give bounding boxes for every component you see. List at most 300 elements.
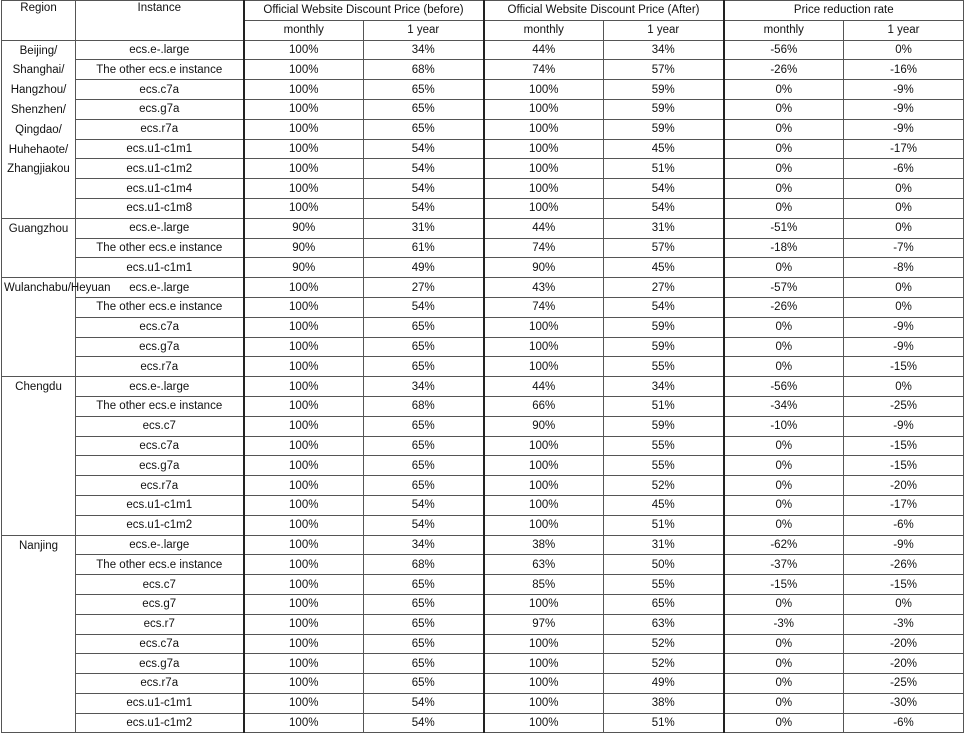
after-year-cell: 27% — [604, 278, 724, 298]
after-year-cell: 57% — [604, 60, 724, 80]
table-row — [2, 297, 964, 317]
instance-cell: ecs.u1-c1m8 — [76, 198, 244, 218]
table-row — [2, 99, 964, 119]
before-year-cell: 65% — [364, 575, 484, 595]
after-monthly-cell: 44% — [484, 218, 604, 238]
rate-year-cell: -9% — [844, 80, 964, 100]
after-year-cell: 51% — [604, 159, 724, 179]
before-year-cell: 54% — [364, 693, 484, 713]
instance-cell: ecs.c7 — [76, 416, 244, 436]
before-year-cell: 54% — [364, 515, 484, 535]
instance-cell: ecs.u1-c1m2 — [76, 713, 244, 733]
after-monthly-cell: 90% — [484, 258, 604, 278]
before-monthly-cell: 100% — [244, 594, 364, 614]
rate-monthly-cell: 0% — [724, 594, 844, 614]
rate-year-cell: -16% — [844, 60, 964, 80]
after-year-cell: 45% — [604, 495, 724, 515]
rate-year-cell: 0% — [844, 278, 964, 298]
after-monthly-cell: 85% — [484, 575, 604, 595]
rate-monthly-cell: -56% — [724, 377, 844, 397]
header-rate-year: 1 year — [844, 20, 964, 40]
rate-monthly-cell: 0% — [724, 99, 844, 119]
table-row — [2, 258, 964, 278]
instance-cell: ecs.u1-c1m2 — [76, 515, 244, 535]
before-year-cell: 65% — [364, 357, 484, 377]
after-year-cell: 51% — [604, 713, 724, 733]
instance-cell: The other ecs.e instance — [76, 238, 244, 258]
rate-monthly-cell: 0% — [724, 436, 844, 456]
rate-year-cell: -8% — [844, 258, 964, 278]
after-monthly-cell: 38% — [484, 535, 604, 555]
before-monthly-cell: 90% — [244, 258, 364, 278]
before-year-cell: 68% — [364, 555, 484, 575]
before-monthly-cell: 100% — [244, 614, 364, 634]
after-year-cell: 52% — [604, 634, 724, 654]
before-year-cell: 54% — [364, 713, 484, 733]
instance-cell: ecs.r7a — [76, 674, 244, 694]
header-region: Region — [2, 1, 76, 41]
before-monthly-cell: 100% — [244, 119, 364, 139]
before-year-cell: 65% — [364, 476, 484, 496]
rate-monthly-cell: 0% — [724, 258, 844, 278]
instance-cell: The other ecs.e instance — [76, 555, 244, 575]
table-row — [2, 476, 964, 496]
before-monthly-cell: 100% — [244, 159, 364, 179]
rate-monthly-cell: -34% — [724, 396, 844, 416]
after-monthly-cell: 63% — [484, 555, 604, 575]
after-year-cell: 51% — [604, 515, 724, 535]
rate-year-cell: -25% — [844, 674, 964, 694]
after-monthly-cell: 100% — [484, 674, 604, 694]
rate-year-cell: 0% — [844, 218, 964, 238]
after-monthly-cell: 100% — [484, 495, 604, 515]
after-monthly-cell: 74% — [484, 60, 604, 80]
before-year-cell: 65% — [364, 634, 484, 654]
table-row — [2, 40, 964, 60]
instance-cell: ecs.e-.large — [76, 535, 244, 555]
after-year-cell: 54% — [604, 179, 724, 199]
after-year-cell: 59% — [604, 119, 724, 139]
table-row — [2, 80, 964, 100]
after-year-cell: 63% — [604, 614, 724, 634]
table-row — [2, 377, 964, 397]
after-year-cell: 34% — [604, 40, 724, 60]
rate-year-cell: -7% — [844, 238, 964, 258]
table-row — [2, 535, 964, 555]
after-year-cell: 38% — [604, 693, 724, 713]
rate-year-cell: -9% — [844, 416, 964, 436]
rate-year-cell: -17% — [844, 495, 964, 515]
after-year-cell: 51% — [604, 396, 724, 416]
before-year-cell: 27% — [364, 278, 484, 298]
after-year-cell: 50% — [604, 555, 724, 575]
after-monthly-cell: 74% — [484, 238, 604, 258]
rate-monthly-cell: 0% — [724, 693, 844, 713]
before-year-cell: 65% — [364, 614, 484, 634]
price-table — [1, 0, 964, 733]
before-monthly-cell: 100% — [244, 416, 364, 436]
after-monthly-cell: 100% — [484, 198, 604, 218]
rate-year-cell: -9% — [844, 119, 964, 139]
rate-monthly-cell: 0% — [724, 179, 844, 199]
after-year-cell: 55% — [604, 436, 724, 456]
table-row — [2, 614, 964, 634]
after-monthly-cell: 90% — [484, 416, 604, 436]
table-row — [2, 416, 964, 436]
before-monthly-cell: 100% — [244, 713, 364, 733]
rate-monthly-cell: -15% — [724, 575, 844, 595]
instance-cell: ecs.r7a — [76, 476, 244, 496]
instance-cell: The other ecs.e instance — [76, 297, 244, 317]
before-monthly-cell: 100% — [244, 99, 364, 119]
before-year-cell: 54% — [364, 159, 484, 179]
rate-year-cell: -17% — [844, 139, 964, 159]
before-monthly-cell: 100% — [244, 396, 364, 416]
before-year-cell: 54% — [364, 297, 484, 317]
rate-monthly-cell: -26% — [724, 60, 844, 80]
before-year-cell: 34% — [364, 40, 484, 60]
table-row — [2, 218, 964, 238]
rate-monthly-cell: 0% — [724, 119, 844, 139]
instance-cell: ecs.u1-c1m4 — [76, 179, 244, 199]
before-monthly-cell: 100% — [244, 575, 364, 595]
before-monthly-cell: 100% — [244, 179, 364, 199]
rate-monthly-cell: 0% — [724, 495, 844, 515]
instance-cell: ecs.u1-c1m1 — [76, 258, 244, 278]
after-monthly-cell: 100% — [484, 515, 604, 535]
rate-monthly-cell: 0% — [724, 198, 844, 218]
rate-monthly-cell: 0% — [724, 159, 844, 179]
rate-monthly-cell: -57% — [724, 278, 844, 298]
table-row — [2, 60, 964, 80]
table-body — [2, 40, 964, 733]
before-year-cell: 54% — [364, 139, 484, 159]
before-monthly-cell: 100% — [244, 60, 364, 80]
rate-year-cell: 0% — [844, 297, 964, 317]
region-cell: Nanjing — [2, 535, 76, 733]
after-year-cell: 49% — [604, 674, 724, 694]
region-cell: Chengdu — [2, 377, 76, 535]
rate-year-cell: -20% — [844, 476, 964, 496]
after-monthly-cell: 100% — [484, 80, 604, 100]
rate-year-cell: -9% — [844, 535, 964, 555]
table-row — [2, 555, 964, 575]
table-row — [2, 456, 964, 476]
table-row — [2, 575, 964, 595]
header-row-1 — [2, 1, 964, 21]
table-row — [2, 713, 964, 733]
after-monthly-cell: 100% — [484, 713, 604, 733]
before-monthly-cell: 100% — [244, 456, 364, 476]
instance-cell: ecs.u1-c1m1 — [76, 693, 244, 713]
before-year-cell: 34% — [364, 535, 484, 555]
table-row — [2, 634, 964, 654]
instance-cell: The other ecs.e instance — [76, 60, 244, 80]
after-year-cell: 55% — [604, 575, 724, 595]
instance-cell: ecs.r7a — [76, 119, 244, 139]
before-monthly-cell: 100% — [244, 357, 364, 377]
rate-monthly-cell: 0% — [724, 357, 844, 377]
rate-monthly-cell: 0% — [724, 337, 844, 357]
before-monthly-cell: 100% — [244, 297, 364, 317]
before-monthly-cell: 100% — [244, 654, 364, 674]
before-year-cell: 34% — [364, 377, 484, 397]
before-year-cell: 65% — [364, 456, 484, 476]
after-monthly-cell: 100% — [484, 317, 604, 337]
table-row — [2, 594, 964, 614]
rate-monthly-cell: 0% — [724, 80, 844, 100]
before-monthly-cell: 100% — [244, 436, 364, 456]
before-monthly-cell: 100% — [244, 555, 364, 575]
before-monthly-cell: 100% — [244, 495, 364, 515]
after-year-cell: 59% — [604, 416, 724, 436]
after-year-cell: 52% — [604, 654, 724, 674]
after-year-cell: 31% — [604, 535, 724, 555]
instance-cell: ecs.c7a — [76, 634, 244, 654]
before-year-cell: 54% — [364, 495, 484, 515]
instance-cell: ecs.e-.large — [76, 278, 244, 298]
region-cell: Guangzhou — [2, 218, 76, 277]
rate-monthly-cell: -37% — [724, 555, 844, 575]
after-monthly-cell: 100% — [484, 357, 604, 377]
rate-year-cell: -6% — [844, 713, 964, 733]
after-monthly-cell: 100% — [484, 634, 604, 654]
after-year-cell: 31% — [604, 218, 724, 238]
rate-monthly-cell: 0% — [724, 456, 844, 476]
rate-year-cell: -26% — [844, 555, 964, 575]
after-monthly-cell: 100% — [484, 119, 604, 139]
before-year-cell: 65% — [364, 317, 484, 337]
rate-monthly-cell: 0% — [724, 674, 844, 694]
table-row — [2, 436, 964, 456]
after-monthly-cell: 43% — [484, 278, 604, 298]
table-row — [2, 515, 964, 535]
rate-year-cell: -30% — [844, 693, 964, 713]
rate-monthly-cell: 0% — [724, 713, 844, 733]
after-monthly-cell: 100% — [484, 476, 604, 496]
rate-year-cell: -15% — [844, 456, 964, 476]
before-year-cell: 65% — [364, 594, 484, 614]
before-year-cell: 49% — [364, 258, 484, 278]
rate-monthly-cell: 0% — [724, 317, 844, 337]
table-header — [2, 1, 964, 41]
table-row — [2, 674, 964, 694]
table-row — [2, 139, 964, 159]
rate-year-cell: -9% — [844, 317, 964, 337]
after-monthly-cell: 100% — [484, 654, 604, 674]
before-year-cell: 54% — [364, 179, 484, 199]
rate-year-cell: -15% — [844, 575, 964, 595]
instance-cell: The other ecs.e instance — [76, 396, 244, 416]
before-monthly-cell: 100% — [244, 634, 364, 654]
rate-year-cell: -25% — [844, 396, 964, 416]
rate-monthly-cell: -3% — [724, 614, 844, 634]
after-monthly-cell: 100% — [484, 436, 604, 456]
rate-monthly-cell: 0% — [724, 515, 844, 535]
after-year-cell: 65% — [604, 594, 724, 614]
table-row — [2, 159, 964, 179]
table-row — [2, 357, 964, 377]
instance-cell: ecs.u1-c1m1 — [76, 139, 244, 159]
before-monthly-cell: 100% — [244, 674, 364, 694]
header-after: Official Website Discount Price (After) — [484, 1, 724, 21]
after-year-cell: 52% — [604, 476, 724, 496]
after-monthly-cell: 44% — [484, 377, 604, 397]
header-after-monthly: monthly — [484, 20, 604, 40]
after-year-cell: 54% — [604, 297, 724, 317]
after-monthly-cell: 66% — [484, 396, 604, 416]
before-monthly-cell: 100% — [244, 476, 364, 496]
rate-year-cell: -15% — [844, 436, 964, 456]
after-monthly-cell: 100% — [484, 99, 604, 119]
instance-cell: ecs.r7 — [76, 614, 244, 634]
rate-year-cell: -3% — [844, 614, 964, 634]
rate-monthly-cell: 0% — [724, 634, 844, 654]
before-monthly-cell: 100% — [244, 139, 364, 159]
region-cell: Wulanchabu/Heyuan — [2, 278, 76, 377]
before-monthly-cell: 100% — [244, 693, 364, 713]
instance-cell: ecs.u1-c1m1 — [76, 495, 244, 515]
rate-monthly-cell: -18% — [724, 238, 844, 258]
rate-year-cell: -9% — [844, 337, 964, 357]
before-year-cell: 61% — [364, 238, 484, 258]
header-before: Official Website Discount Price (before) — [244, 1, 484, 21]
table-row — [2, 693, 964, 713]
instance-cell: ecs.g7a — [76, 456, 244, 476]
table-row — [2, 278, 964, 298]
before-monthly-cell: 100% — [244, 377, 364, 397]
rate-monthly-cell: 0% — [724, 654, 844, 674]
table-row — [2, 238, 964, 258]
after-year-cell: 55% — [604, 456, 724, 476]
before-monthly-cell: 100% — [244, 278, 364, 298]
instance-cell: ecs.u1-c1m2 — [76, 159, 244, 179]
before-monthly-cell: 100% — [244, 40, 364, 60]
before-year-cell: 65% — [364, 654, 484, 674]
before-monthly-cell: 100% — [244, 535, 364, 555]
after-monthly-cell: 100% — [484, 693, 604, 713]
table-row — [2, 337, 964, 357]
instance-cell: ecs.e-.large — [76, 377, 244, 397]
before-year-cell: 31% — [364, 218, 484, 238]
before-year-cell: 68% — [364, 60, 484, 80]
table-row — [2, 396, 964, 416]
before-year-cell: 65% — [364, 436, 484, 456]
instance-cell: ecs.e-.large — [76, 40, 244, 60]
after-monthly-cell: 100% — [484, 139, 604, 159]
rate-monthly-cell: 0% — [724, 139, 844, 159]
before-year-cell: 65% — [364, 416, 484, 436]
rate-year-cell: -20% — [844, 654, 964, 674]
rate-monthly-cell: 0% — [724, 476, 844, 496]
before-monthly-cell: 100% — [244, 198, 364, 218]
instance-cell: ecs.g7a — [76, 337, 244, 357]
rate-monthly-cell: -56% — [724, 40, 844, 60]
header-rate-monthly: monthly — [724, 20, 844, 40]
header-after-year: 1 year — [604, 20, 724, 40]
before-year-cell: 65% — [364, 99, 484, 119]
instance-cell: ecs.e-.large — [76, 218, 244, 238]
header-rate: Price reduction rate — [724, 1, 964, 21]
before-year-cell: 65% — [364, 80, 484, 100]
rate-year-cell: 0% — [844, 377, 964, 397]
after-year-cell: 57% — [604, 238, 724, 258]
after-year-cell: 59% — [604, 317, 724, 337]
before-monthly-cell: 90% — [244, 218, 364, 238]
table-row — [2, 119, 964, 139]
after-monthly-cell: 100% — [484, 456, 604, 476]
before-monthly-cell: 100% — [244, 337, 364, 357]
rate-monthly-cell: -10% — [724, 416, 844, 436]
rate-year-cell: -6% — [844, 159, 964, 179]
instance-cell: ecs.r7a — [76, 357, 244, 377]
before-year-cell: 65% — [364, 674, 484, 694]
after-year-cell: 54% — [604, 198, 724, 218]
instance-cell: ecs.g7a — [76, 654, 244, 674]
rate-year-cell: 0% — [844, 40, 964, 60]
after-monthly-cell: 74% — [484, 297, 604, 317]
table-row — [2, 317, 964, 337]
rate-year-cell: -15% — [844, 357, 964, 377]
rate-year-cell: 0% — [844, 179, 964, 199]
after-year-cell: 59% — [604, 80, 724, 100]
before-year-cell: 65% — [364, 119, 484, 139]
after-year-cell: 45% — [604, 258, 724, 278]
instance-cell: ecs.c7a — [76, 317, 244, 337]
after-monthly-cell: 100% — [484, 159, 604, 179]
rate-year-cell: 0% — [844, 198, 964, 218]
rate-monthly-cell: -26% — [724, 297, 844, 317]
rate-year-cell: -6% — [844, 515, 964, 535]
after-monthly-cell: 100% — [484, 179, 604, 199]
rate-monthly-cell: -62% — [724, 535, 844, 555]
before-year-cell: 54% — [364, 198, 484, 218]
instance-cell: ecs.c7 — [76, 575, 244, 595]
region-cell: Beijing/ Shanghai/ Hangzhou/ Shenzhen/ Qingdao/ Huhehaote/ Zhangjiakou — [2, 40, 76, 218]
after-year-cell: 45% — [604, 139, 724, 159]
instance-cell: ecs.g7 — [76, 594, 244, 614]
before-monthly-cell: 100% — [244, 515, 364, 535]
after-monthly-cell: 100% — [484, 337, 604, 357]
table-row — [2, 654, 964, 674]
rate-year-cell: -20% — [844, 634, 964, 654]
after-year-cell: 55% — [604, 357, 724, 377]
table-row — [2, 495, 964, 515]
after-year-cell: 34% — [604, 377, 724, 397]
after-monthly-cell: 100% — [484, 594, 604, 614]
header-instance: Instance — [76, 1, 244, 41]
instance-cell: ecs.g7a — [76, 99, 244, 119]
table-row — [2, 179, 964, 199]
before-year-cell: 65% — [364, 337, 484, 357]
rate-year-cell: -9% — [844, 99, 964, 119]
after-monthly-cell: 44% — [484, 40, 604, 60]
before-monthly-cell: 90% — [244, 238, 364, 258]
rate-year-cell: 0% — [844, 594, 964, 614]
table-row — [2, 198, 964, 218]
header-before-monthly: monthly — [244, 20, 364, 40]
after-monthly-cell: 97% — [484, 614, 604, 634]
after-year-cell: 59% — [604, 337, 724, 357]
header-before-year: 1 year — [364, 20, 484, 40]
rate-monthly-cell: -51% — [724, 218, 844, 238]
before-year-cell: 68% — [364, 396, 484, 416]
before-monthly-cell: 100% — [244, 80, 364, 100]
after-year-cell: 59% — [604, 99, 724, 119]
instance-cell: ecs.c7a — [76, 80, 244, 100]
before-monthly-cell: 100% — [244, 317, 364, 337]
instance-cell: ecs.c7a — [76, 436, 244, 456]
